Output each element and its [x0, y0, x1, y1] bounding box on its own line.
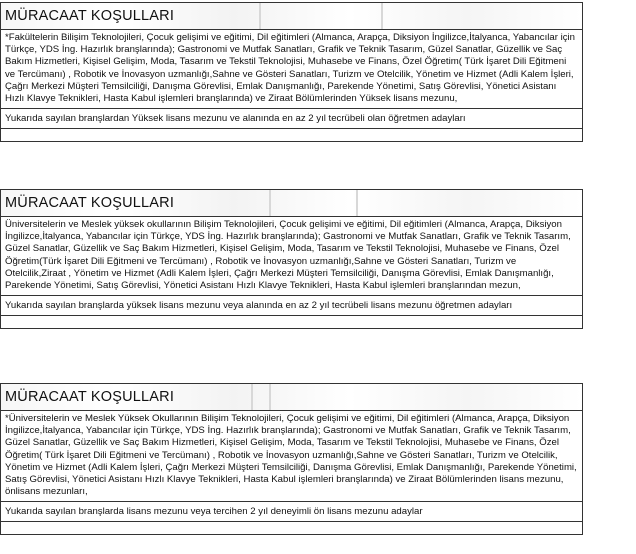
requirement-text: Yukarıda sayılan branşlarda yüksek lisans mezunu veya alanında en az 2 yıl tecrübeli lisans mezunu öğretmen adayları [1, 296, 582, 316]
scan-artifact [269, 384, 271, 410]
section-title-text: MÜRACAAT KOŞULLARI [5, 195, 175, 211]
section-title [1, 384, 582, 411]
scan-artifact [259, 3, 261, 29]
scan-artifact [269, 190, 271, 216]
branch-list: Üniversitelerin ve Meslek yüksek okullarının Bilişim Teknolojileri, Çocuk gelişimi ve eğitimi, Dil eğitimleri (Almanca, Arapça, Diksiyon İngilizce,İtalyanca, Yabancılar için Türkçe, YDS İng. Hazırlık branşlarında); Gastronomi ve Mutfak Sanatları, Grafik ve Teknik Tasarım, Güzel Sanatlar, Güzellik ve Saç Bakım Hizmetleri, Kişisel Gelişim, Moda, Tasarım ve Tekstil Teknolojisi, Muhasebe ve Finans, Özel Öğretim(Türk İşaret Dili Eğitmeni ve Tercümanı) , Robotik ve İnovasyon uzmanlığı,Sahne ve Gösteri Sanatları, Turizm ve Otelcilik,Ziraat , Yönetim ve Hizmet (Adli Kalem İşleri, Çağrı Merkezi Müşteri Temsilciliği, Danışma Görevlisi, Emlak Danışmanlığı, Parekende Yönetimi, Satış Görevlisi, Yönetici Asistanı Hızlı Klavye Teknikleri, Hasta Kabul işlemleri branşlarından mezun, [1, 217, 582, 296]
requirement-text: Yukarıda sayılan branşlardan Yüksek lisans mezunu ve alanında en az 2 yıl tecrübeli olan öğretmen adayları [1, 109, 582, 129]
scan-artifact [356, 190, 358, 216]
application-conditions-section-1 [0, 2, 583, 142]
section-title [1, 190, 582, 217]
section-title [1, 3, 582, 30]
scan-artifact [251, 384, 253, 410]
requirement-text: Yukarıda sayılan branşlarda lisans mezunu veya tercihen 2 yıl deneyimli ön lisans mezunu adaylar [1, 502, 582, 522]
section-title-text: MÜRACAAT KOŞULLARI [5, 8, 175, 24]
branch-list: *Üniversitelerin ve Meslek Yüksek Okullarının Bilişim Teknolojileri, Çocuk gelişimi ve eğitimi, Dil eğitimleri (Almanca, Arapça, Diksiyon İngilizce,İtalyanca, Yabancılar için Türkçe, YDS İng. Hazırlık branşlarında); Gastronomi ve Mutfak Sanatları, Grafik ve Teknik Tasarım, Güzel Sanatlar, Güzellik ve Saç Bakım Hizmetleri, Kişisel Gelişim, Moda, Tasarım ve Tekstil Teknolojisi, Muhasebe ve Finans, Özel Öğretim( Türk İşaret Dili Eğitmeni ve Tercümanı) , Robotik ve İnovasyon uzmanlığı,Sahne ve Gösteri Sanatları, Turizm ve Otelcilik, Yönetim ve Hizmet (Adli Kalem İşleri, Çağrı Merkezi Müşteri Temsilciliği, Danışma Görevlisi, Emlak Danışmanlığı, Parekende Yönetimi, Satış Görevlisi, Yönetici Asistanı Hızlı Klavye Teknikleri, Hasta Kabul işlemleri branşlarında) ve Ziraat Bölümlerinden lisans mezunu, önlisans mezunları, [1, 411, 582, 502]
empty-row [1, 316, 582, 328]
empty-row [1, 129, 582, 141]
empty-row [1, 522, 582, 534]
application-conditions-section-2 [0, 189, 583, 329]
section-title-text: MÜRACAAT KOŞULLARI [5, 389, 175, 405]
scan-artifact [381, 3, 383, 29]
application-conditions-section-3 [0, 383, 583, 535]
branch-list: *Fakültelerin Bilişim Teknolojileri, Çocuk gelişimi ve eğitimi, Dil eğitimleri (Almanca, Arapça, Diksiyon İngilizce,İtalyanca, Yabancılar için Türkçe, YDS İng. Hazırlık branşlarında); Gastronomi ve Mutfak Sanatları, Grafik ve Teknik Tasarım, Güzel Sanatlar, Güzellik ve Saç Bakım Hizmetleri, Kişisel Gelişim, Moda, Tasarım ve Tekstil Teknolojisi, Muhasebe ve Finans, Özel Öğretim( Türk İşaret Dili Eğitmeni ve Tercümanı) , Robotik ve İnovasyon uzmanlığı,Sahne ve Gösteri Sanatları, Turizm ve Otelcilik, Yönetim ve Hizmet (Adli Kalem İşleri, Çağrı Merkezi Müşteri Temsilciliği, Danışma Görevlisi, Emlak Danışmanlığı, Parekende Yönetimi, Satış Görevlisi, Yönetici Asistanı Hızlı Klavye Teknikleri, Hasta Kabul işlemleri branşlarında) ve Ziraat Bölümlerinden Yüksek lisans mezunu, [1, 30, 582, 109]
